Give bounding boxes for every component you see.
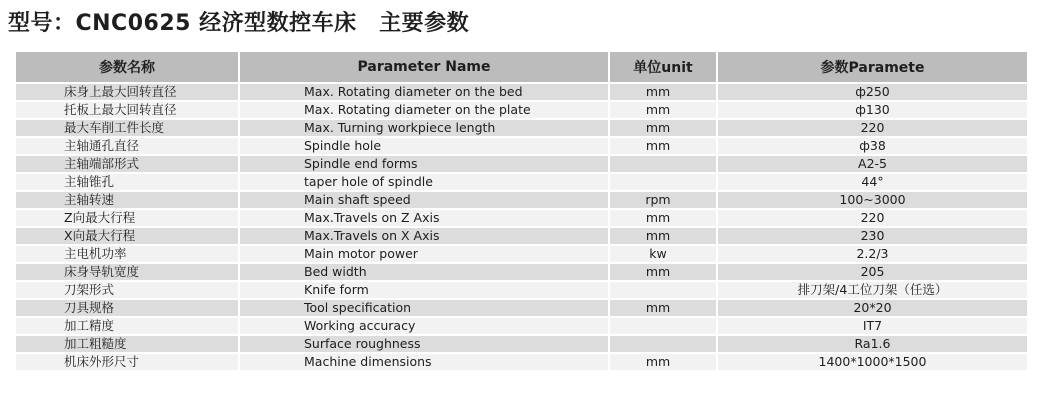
param-value: 44°: [717, 173, 1028, 191]
param-unit: [609, 155, 717, 173]
table-row: [15, 263, 1028, 281]
param-value: 230: [717, 227, 1028, 245]
param-value: IT7: [717, 317, 1028, 335]
param-name-cn: X向最大行程: [15, 227, 239, 245]
param-unit: [609, 317, 717, 335]
table-row: [15, 227, 1028, 245]
table-row: [15, 281, 1028, 299]
parameters-table: [14, 50, 1029, 372]
table-row: [15, 209, 1028, 227]
table-row: [15, 317, 1028, 335]
param-value: 20*20: [717, 299, 1028, 317]
param-name-en: Main motor power: [239, 245, 609, 263]
table-row: [15, 173, 1028, 191]
param-value: A2-5: [717, 155, 1028, 173]
param-unit: kw: [609, 245, 717, 263]
param-name-en: Spindle hole: [239, 137, 609, 155]
param-unit: mm: [609, 119, 717, 137]
param-name-en: Max. Turning workpiece length: [239, 119, 609, 137]
param-name-cn: 加工精度: [15, 317, 239, 335]
table-row: [15, 83, 1028, 101]
param-name-cn: 主轴通孔直径: [15, 137, 239, 155]
header-value: 参数Paramete: [717, 51, 1028, 83]
param-value: ф250: [717, 83, 1028, 101]
param-value: 排刀架/4工位刀架（任选）: [717, 281, 1028, 299]
param-name-en: Max.Travels on Z Axis: [239, 209, 609, 227]
param-name-cn: 主电机功率: [15, 245, 239, 263]
param-value: ф38: [717, 137, 1028, 155]
param-name-en: Knife form: [239, 281, 609, 299]
param-name-en: Working accuracy: [239, 317, 609, 335]
param-name-cn: 加工粗糙度: [15, 335, 239, 353]
param-value: ф130: [717, 101, 1028, 119]
param-name-cn: 托板上最大回转直径: [15, 101, 239, 119]
header-unit: 单位unit: [609, 51, 717, 83]
param-name-en: Machine dimensions: [239, 353, 609, 371]
param-unit: mm: [609, 263, 717, 281]
param-value: 100~3000: [717, 191, 1028, 209]
param-name-cn: 主轴转速: [15, 191, 239, 209]
table-row: [15, 335, 1028, 353]
page-title: 型号：CNC0625 经济型数控车床 主要参数: [8, 11, 470, 36]
param-name-en: Tool specification: [239, 299, 609, 317]
param-name-en: taper hole of spindle: [239, 173, 609, 191]
param-value: 220: [717, 119, 1028, 137]
param-name-cn: 床身导轨宽度: [15, 263, 239, 281]
param-unit: mm: [609, 209, 717, 227]
table-row: [15, 101, 1028, 119]
header-param-name-cn: 参数名称: [15, 51, 239, 83]
param-unit: mm: [609, 83, 717, 101]
param-name-cn: 床身上最大回转直径: [15, 83, 239, 101]
param-name-en: Max.Travels on X Axis: [239, 227, 609, 245]
table-row: [15, 119, 1028, 137]
param-value: 1400*1000*1500: [717, 353, 1028, 371]
table-row: [15, 245, 1028, 263]
param-name-cn: 刀架形式: [15, 281, 239, 299]
table-body: [15, 83, 1028, 371]
table-row: [15, 191, 1028, 209]
param-unit: [609, 173, 717, 191]
param-name-cn: 最大车削工件长度: [15, 119, 239, 137]
table-row: [15, 137, 1028, 155]
param-unit: mm: [609, 137, 717, 155]
param-name-cn: 主轴锥孔: [15, 173, 239, 191]
param-value: 2.2/3: [717, 245, 1028, 263]
param-value: Ra1.6: [717, 335, 1028, 353]
header-row: [15, 51, 1028, 83]
param-unit: mm: [609, 353, 717, 371]
param-name-en: Bed width: [239, 263, 609, 281]
table-row: [15, 299, 1028, 317]
param-name-cn: 机床外形尺寸: [15, 353, 239, 371]
table-row: [15, 353, 1028, 371]
param-name-en: Max. Rotating diameter on the plate: [239, 101, 609, 119]
param-unit: mm: [609, 227, 717, 245]
param-name-en: Spindle end forms: [239, 155, 609, 173]
param-name-en: Surface roughness: [239, 335, 609, 353]
param-name-cn: 主轴端部形式: [15, 155, 239, 173]
param-value: 220: [717, 209, 1028, 227]
param-unit: [609, 281, 717, 299]
param-name-en: Main shaft speed: [239, 191, 609, 209]
header-param-name-en: Parameter Name: [239, 51, 609, 83]
param-name-en: Max. Rotating diameter on the bed: [239, 83, 609, 101]
param-name-cn: Z向最大行程: [15, 209, 239, 227]
param-unit: mm: [609, 299, 717, 317]
param-name-cn: 刀具规格: [15, 299, 239, 317]
param-value: 205: [717, 263, 1028, 281]
param-unit: mm: [609, 101, 717, 119]
param-unit: [609, 335, 717, 353]
table-row: [15, 155, 1028, 173]
param-unit: rpm: [609, 191, 717, 209]
